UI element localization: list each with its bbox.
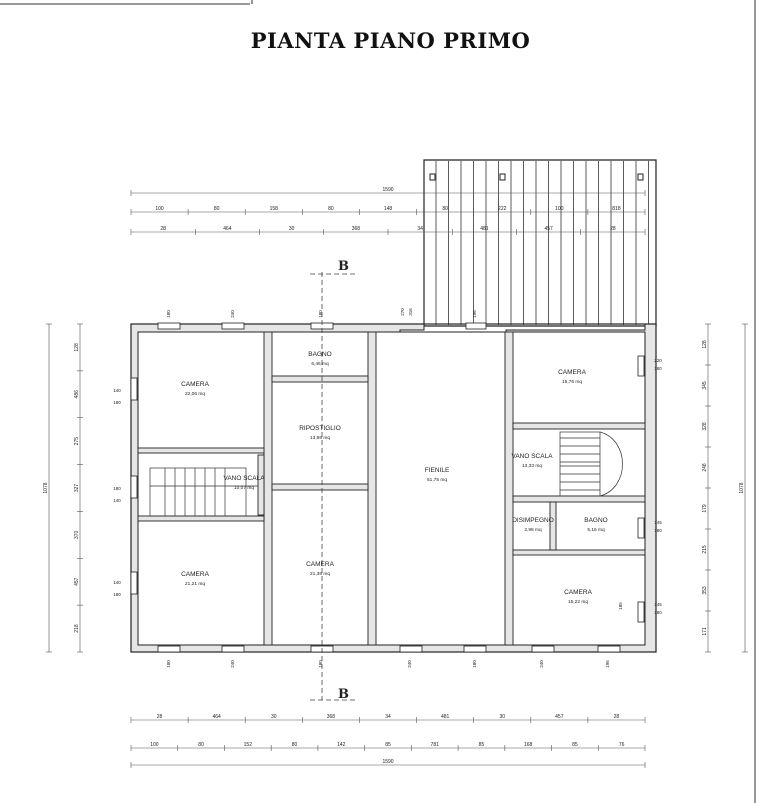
- room-name: DISIMPEGNO: [512, 517, 554, 524]
- opening-label: 180: [166, 310, 171, 318]
- dimension-label: 457: [555, 714, 564, 720]
- opening-label: 180: [166, 660, 171, 668]
- dimension-label: 328: [702, 422, 708, 431]
- dimension-label: 222: [498, 206, 507, 212]
- room-name: BAGNO: [584, 517, 608, 524]
- room-area: 15,22 mq: [567, 600, 589, 605]
- opening-label: 180: [654, 528, 662, 533]
- opening-label: 145: [654, 520, 662, 525]
- dimension-label: 30: [499, 714, 506, 720]
- room-area: 13,98 mq: [309, 436, 331, 441]
- dimension-label: 100: [150, 742, 159, 748]
- dimension-label: 481: [440, 714, 450, 720]
- dimension-label: 486: [74, 390, 80, 399]
- opening-label: 180: [472, 660, 477, 668]
- opening-label: 145: [654, 602, 662, 607]
- dimension-label: 28: [160, 226, 166, 232]
- dimension-label: 171: [702, 627, 708, 636]
- dimension-label: 248: [702, 463, 708, 472]
- dimension-label: 100: [155, 206, 164, 212]
- roof-canopy: [424, 160, 656, 326]
- room-area: 21,21 mq: [184, 582, 206, 587]
- dimension-label: 34: [417, 226, 423, 232]
- room-name: VANO SCALA: [511, 453, 553, 460]
- room-name: RIPOSTIGLIO: [299, 425, 341, 432]
- opening-label: 240: [407, 660, 412, 668]
- dimension-label: 218: [74, 624, 80, 633]
- dimension-label: 457: [544, 226, 553, 232]
- room-name: CAMERA: [306, 561, 334, 568]
- opening-label: 180: [654, 610, 662, 615]
- dimension-label: 28: [610, 226, 616, 232]
- dimension-label: 85: [478, 742, 485, 748]
- room-name: CAMERA: [564, 589, 592, 596]
- dimension-label: 275: [74, 436, 80, 446]
- dimension-label: 158: [269, 206, 278, 212]
- opening-label: 240: [230, 310, 235, 318]
- opening-label: 180: [654, 366, 662, 371]
- opening-label: 180: [113, 400, 121, 405]
- opening-label: 180: [113, 486, 121, 491]
- opening-label: 180: [318, 310, 323, 318]
- room-area: 10,07 mq: [233, 486, 255, 491]
- opening-label: 180: [318, 660, 323, 668]
- dimension-label: 148: [383, 206, 393, 212]
- dimension-label: 28: [156, 714, 163, 720]
- dimension-label: 1078: [739, 482, 745, 494]
- opening-label: 180: [113, 592, 121, 597]
- opening-label: 316: [408, 308, 413, 316]
- room-name: CAMERA: [181, 571, 209, 578]
- dimension-label: 30: [288, 226, 295, 232]
- dimension-label: 28: [613, 714, 620, 720]
- dimension-label: 1078: [43, 482, 49, 494]
- dimension-label: 168: [524, 742, 533, 748]
- dimension-label: 781: [430, 742, 439, 748]
- dimension-label: 80: [198, 742, 204, 748]
- dimension-label: 76: [618, 742, 625, 748]
- dimension-label: 1590: [382, 187, 394, 193]
- opening-label: 240: [230, 660, 235, 668]
- dimension-label: 215: [702, 545, 708, 554]
- opening-label: 140: [113, 388, 121, 393]
- room-area: 5,16 mq: [587, 528, 605, 533]
- dimension-label: 80: [328, 206, 334, 212]
- dimension-label: 370: [74, 530, 80, 540]
- room-area: 6,46 mq: [311, 362, 329, 367]
- dimension-label: 80: [291, 742, 298, 748]
- opening-label: 240: [539, 660, 544, 668]
- dimension-label: 128: [702, 340, 708, 349]
- opening-label: 270: [400, 308, 405, 316]
- dimension-label: 30: [270, 714, 277, 720]
- dimension-label: 368: [351, 226, 361, 232]
- dimension-label: 481: [480, 226, 489, 232]
- room-area: 21,38 mq: [309, 572, 331, 577]
- dimension-label: 457: [74, 577, 80, 586]
- dimension-label: 128: [74, 343, 80, 352]
- room-area: 15,76 mq: [561, 380, 583, 385]
- dimension-label: 818: [612, 206, 621, 212]
- room-name: BAGNO: [308, 351, 332, 358]
- opening-label: 220: [654, 358, 662, 363]
- dimension-label: 368: [326, 714, 336, 720]
- opening-label: 140: [113, 580, 121, 585]
- page-title: PIANTA PIANO PRIMO: [250, 28, 531, 53]
- dimension-label: 353: [702, 586, 708, 595]
- dimension-label: 345: [702, 381, 708, 390]
- dimension-label: 85: [572, 742, 578, 748]
- dimension-label: 142: [337, 742, 346, 748]
- dimension-label: 80: [213, 206, 220, 212]
- room-name: VANO SCALA: [223, 475, 265, 482]
- dimension-label: 80: [442, 206, 448, 212]
- dimension-label: 100: [555, 206, 564, 212]
- dimension-label: 327: [74, 483, 80, 493]
- section-mark-bottom: B: [338, 687, 349, 702]
- dimension-label: 152: [243, 742, 252, 748]
- dimension-label: 1590: [382, 759, 394, 765]
- room-area: 51,75 mq: [426, 478, 448, 483]
- opening-label: 140: [113, 498, 121, 503]
- room-name: CAMERA: [558, 369, 586, 376]
- room-area: 13,33 mq: [521, 464, 543, 469]
- room-name: CAMERA: [181, 381, 209, 388]
- opening-label: 196: [472, 310, 477, 318]
- dimension-label: 85: [385, 742, 391, 748]
- opening-label: 185: [618, 602, 623, 610]
- dimension-label: 179: [702, 504, 708, 513]
- room-area: 2,98 mq: [524, 528, 542, 533]
- section-mark-top: B: [338, 259, 349, 274]
- dimension-label: 464: [212, 714, 221, 720]
- dimension-label: 34: [385, 714, 391, 720]
- opening-label: 196: [605, 660, 610, 668]
- room-name: FIENILE: [424, 467, 450, 474]
- dimension-label: 464: [223, 226, 232, 232]
- room-area: 22,06 mq: [184, 392, 206, 397]
